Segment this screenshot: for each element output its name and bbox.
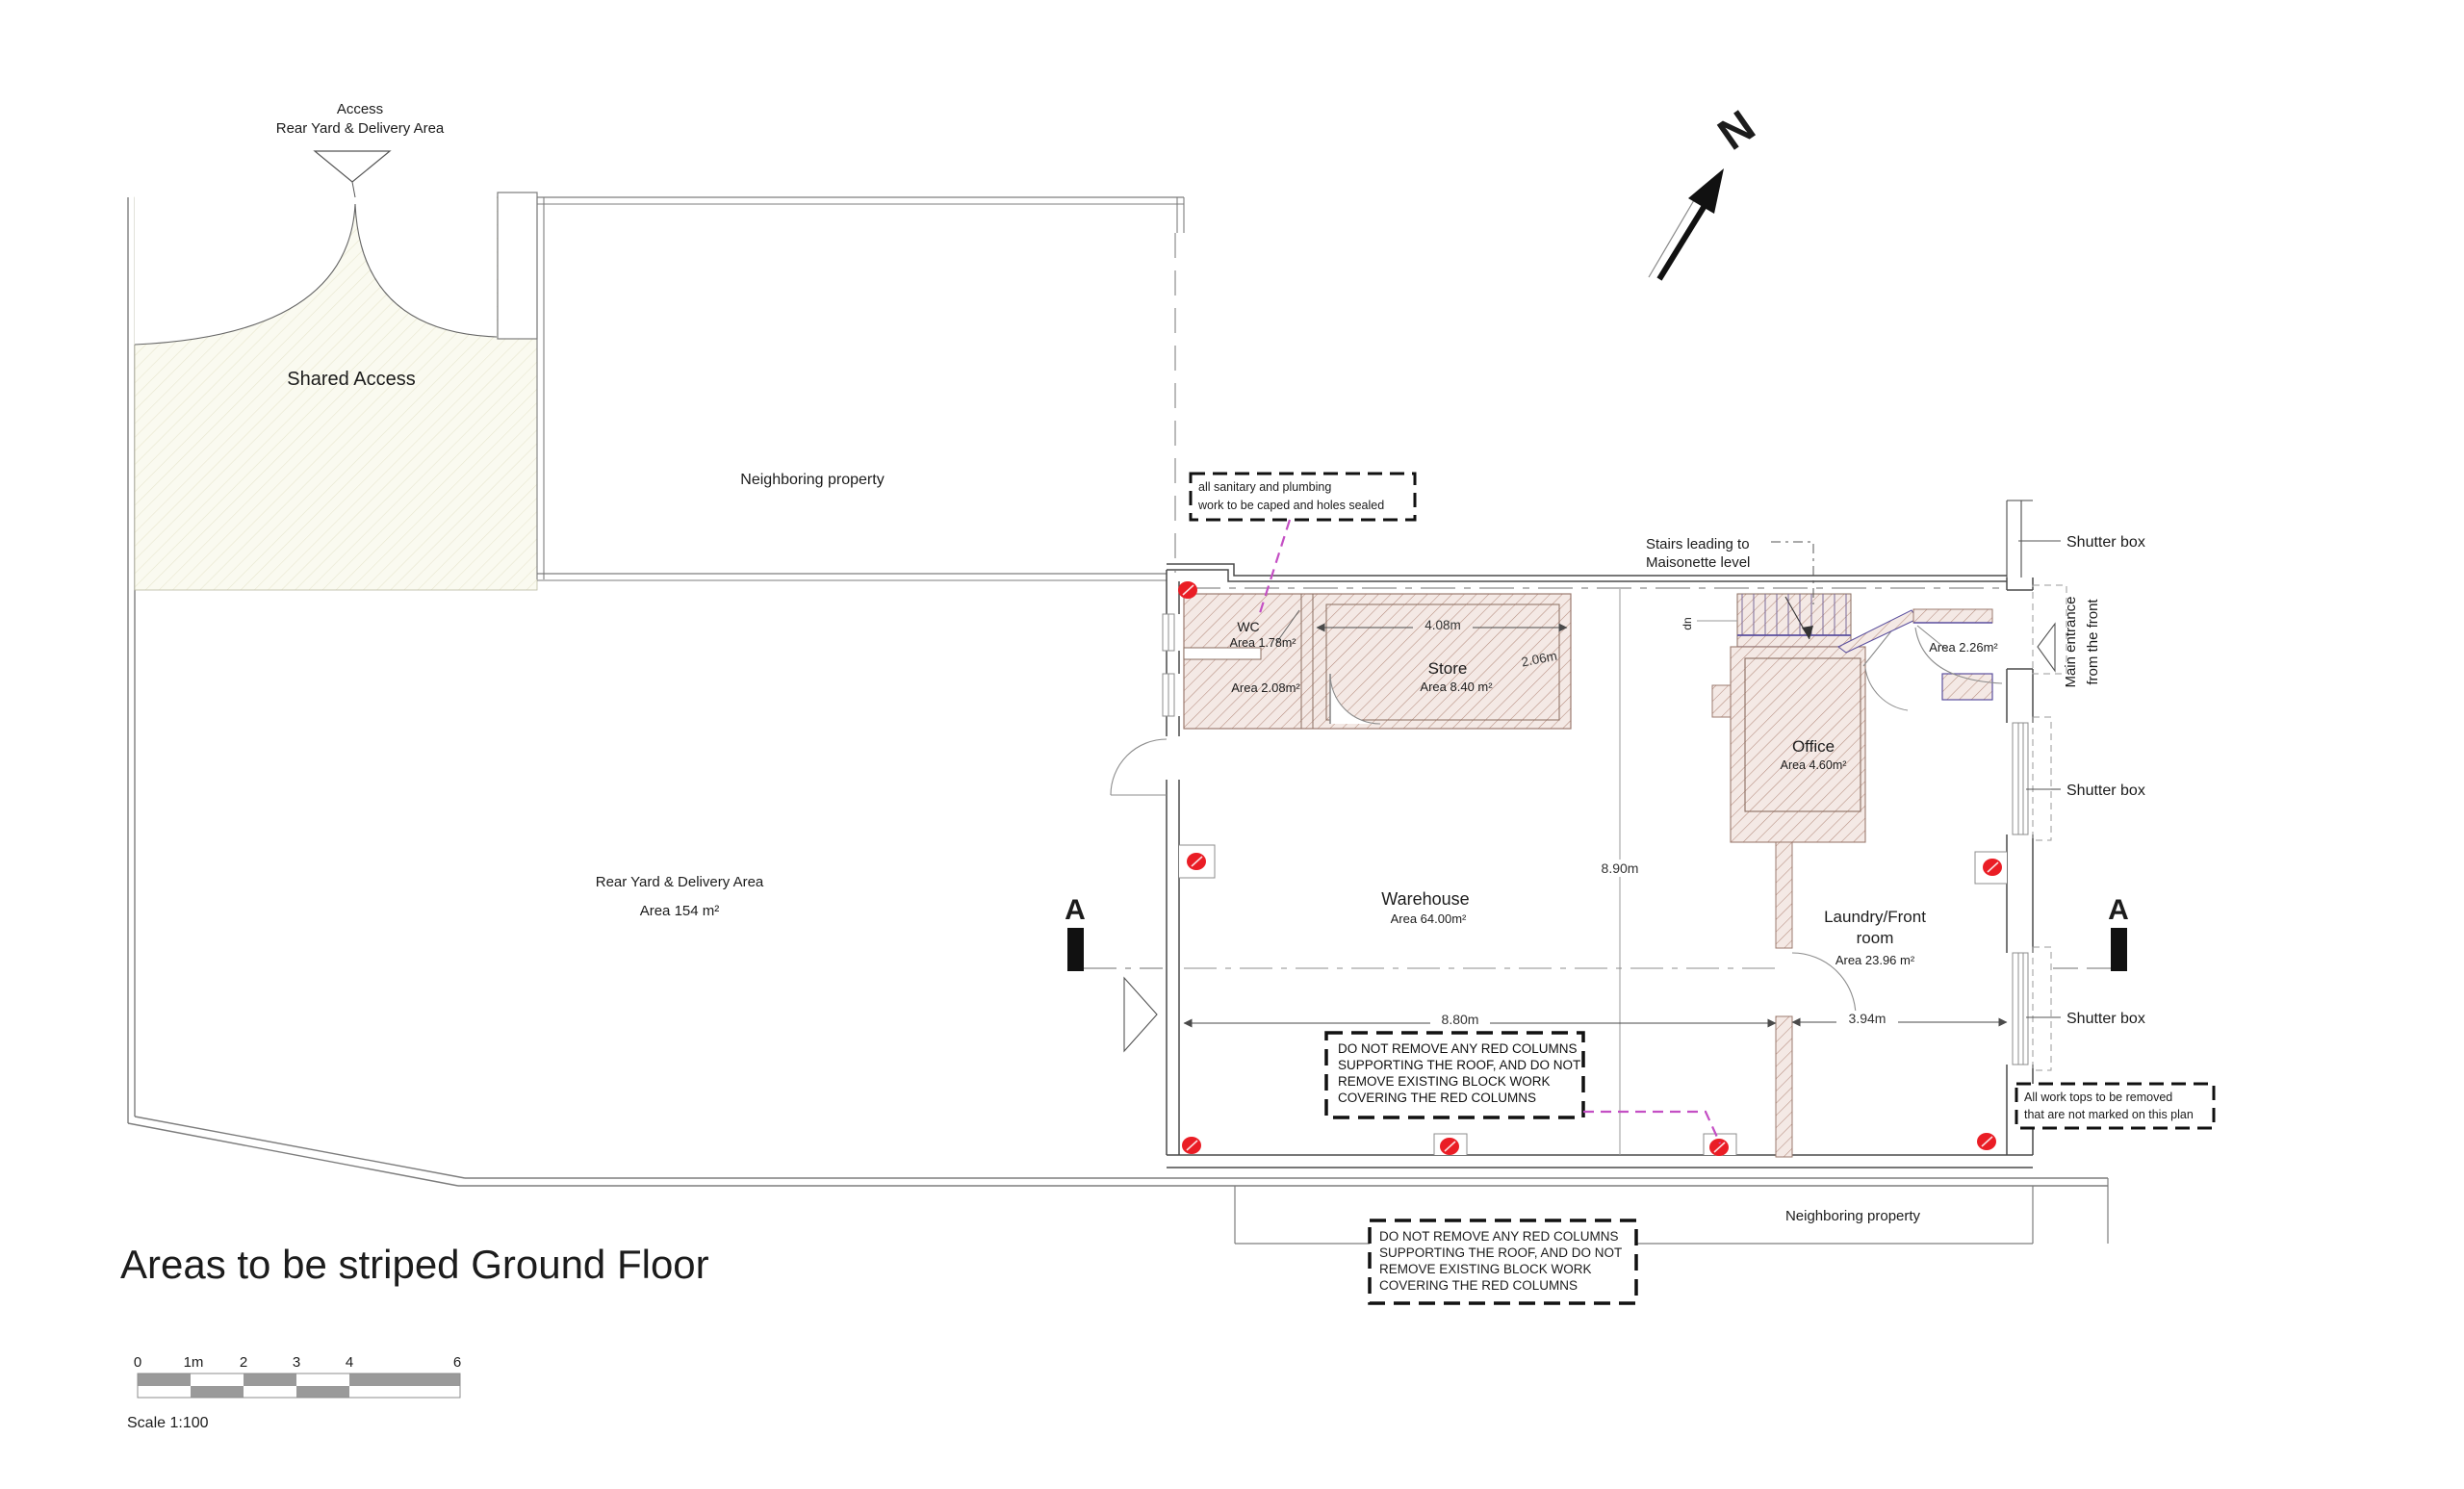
access-label-line2: Rear Yard & Delivery Area — [275, 120, 445, 137]
office — [1712, 628, 1908, 842]
laundry-area-label: Area 23.96 m² — [1835, 953, 1915, 967]
worktops-note-line2: that are not marked on this plan — [2024, 1108, 2194, 1121]
neighboring-property-top — [537, 197, 1184, 580]
access-arrow-icon — [315, 151, 390, 182]
section-direction-arrow — [1124, 978, 1157, 1051]
main-entrance-label-line2: from the front — [2085, 599, 2101, 685]
rear-yard-area-label: Area 154 m² — [639, 903, 720, 919]
section-label-right: A — [2108, 894, 2129, 926]
worktops-note-line1: All work tops to be removed — [2024, 1091, 2173, 1104]
sanitary-note-line1: all sanitary and plumbing — [1198, 480, 1332, 494]
worktops-note-box — [2016, 1084, 2214, 1128]
warehouse-label: Warehouse — [1381, 889, 1470, 909]
north-arrow — [1649, 100, 1763, 279]
scale-tick-2: 2 — [239, 1354, 248, 1371]
columns-note-red-line4: COVERING THE RED COLUMNS — [1379, 1278, 1578, 1293]
main-entrance-label-line1: Main entrance — [2063, 596, 2079, 688]
neighboring-property-bottom-label: Neighboring property — [1784, 1208, 1921, 1224]
bottom-dimensions — [1184, 1011, 2007, 1027]
laundry-room — [1824, 908, 1926, 967]
columns-note-red-line2: SUPPORTING THE ROOF, AND DO NOT — [1379, 1245, 1623, 1260]
scale-tick-3: 3 — [292, 1354, 301, 1371]
sanitary-note-line2: work to be caped and holes sealed — [1198, 499, 1385, 512]
columns-note-black-line2: SUPPORTING THE ROOF, AND DO NOT — [1338, 1058, 1581, 1072]
scale-tick-0: 0 — [133, 1354, 142, 1371]
left-wall-door — [1111, 739, 1167, 795]
stairs-note-line2: Maisonette level — [1646, 554, 1751, 571]
warehouse-depth-dimension: 8.90m — [1601, 860, 1639, 876]
sheet-title: Areas to be striped Ground Floor — [120, 1242, 709, 1287]
north-label: N — [1708, 100, 1764, 160]
left-wall-windows — [1163, 614, 1174, 716]
store-width-dimension: 4.08m — [1424, 618, 1461, 632]
scale-tick-6: 6 — [452, 1354, 462, 1371]
wc-area-label: Area 1.78m² — [1229, 636, 1296, 650]
neighboring-property-top-label: Neighboring property — [740, 472, 885, 488]
shared-access-area — [135, 193, 544, 590]
warehouse-area-label: Area 64.00m² — [1390, 911, 1467, 926]
wc-lobby-area-label: Area 2.08m² — [1231, 680, 1300, 695]
scale-bar-segments — [138, 1373, 460, 1398]
entrance-shutter-box-outline — [2033, 585, 2066, 674]
laundry-partition-wall — [1776, 842, 1856, 1157]
laundry-label-line2: room — [1856, 929, 1894, 947]
columns-note-black-line4: COVERING THE RED COLUMNS — [1338, 1091, 1537, 1105]
gate-post — [498, 193, 537, 339]
shutter-box-label-3: Shutter box — [2066, 1011, 2145, 1027]
store-depth-dimension: 2.06m — [1520, 648, 1558, 670]
rear-yard-label: Rear Yard & Delivery Area — [595, 874, 764, 890]
scale-tick-4: 4 — [345, 1354, 354, 1371]
office-label: Office — [1791, 737, 1835, 756]
scale-bar — [127, 1354, 461, 1431]
columns-note-box-red — [1370, 1220, 1636, 1303]
wc-store-block — [1184, 594, 1571, 729]
store-area-label: Area 8.40 m² — [1420, 680, 1493, 694]
office-door-arc — [1865, 668, 1908, 710]
access-annotation — [276, 101, 445, 197]
office-area-label: Area 4.60m² — [1780, 758, 1847, 772]
shutter-dashed-boxes — [2033, 585, 2066, 1070]
scale-label: Scale 1:100 — [127, 1415, 209, 1431]
shutter-box-label-2: Shutter box — [2066, 783, 2145, 799]
entrance-hall-area-label: Area 2.26m² — [1929, 640, 1998, 655]
laundry-label-line1: Laundry/Front — [1824, 908, 1926, 926]
shutter-box-label-1: Shutter box — [2066, 534, 2145, 551]
columns-note-black-line3: REMOVE EXISTING BLOCK WORK — [1338, 1074, 1551, 1089]
wc-label: WC — [1237, 619, 1260, 634]
stairs-down-label: dn — [1681, 617, 1694, 630]
neighboring-property-bottom — [1235, 1178, 2108, 1244]
columns-note-box-black — [1326, 1033, 1583, 1117]
laundry-width-dimension: 3.94m — [1848, 1011, 1886, 1026]
columns-note-red-line1: DO NOT REMOVE ANY RED COLUMNS — [1379, 1229, 1619, 1244]
sanitary-note-box — [1191, 474, 1415, 520]
columns-leader-line — [1583, 1112, 1720, 1143]
columns-note-red-line3: REMOVE EXISTING BLOCK WORK — [1379, 1262, 1592, 1276]
section-marker-right — [2053, 894, 2129, 971]
access-label-line1: Access — [336, 101, 384, 117]
section-label-left: A — [1065, 894, 1086, 926]
columns-note-black-line1: DO NOT REMOVE ANY RED COLUMNS — [1338, 1041, 1578, 1056]
warehouse-width-dimension: 8.80m — [1441, 1012, 1479, 1027]
shared-access-label: Shared Access — [287, 369, 416, 390]
scale-tick-1m: 1m — [183, 1354, 204, 1371]
stairs — [1646, 536, 1851, 647]
stairs-note-line1: Stairs leading to — [1646, 536, 1750, 552]
north-arrowhead — [1688, 168, 1724, 214]
main-entrance-arrow-icon — [2038, 624, 2055, 671]
store-label: Store — [1427, 659, 1468, 678]
